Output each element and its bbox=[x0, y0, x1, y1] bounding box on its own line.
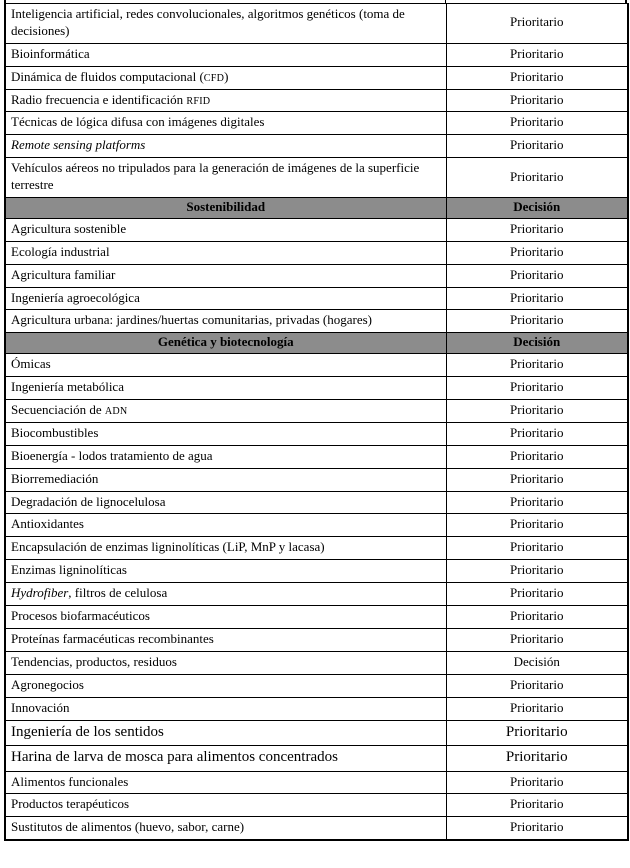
topic-row bbox=[5, 310, 628, 333]
status-value: Prioritario bbox=[446, 158, 628, 198]
topic-label: Proteínas farmacéuticas recombinantes bbox=[5, 628, 446, 651]
topic-row bbox=[5, 583, 628, 606]
topic-label: Agricultura urbana: jardines/huertas comunitarias, privadas (hogares) bbox=[5, 310, 446, 333]
topic-row bbox=[5, 606, 628, 629]
status-value: Prioritario bbox=[446, 583, 628, 606]
status-value: Prioritario bbox=[446, 218, 628, 241]
topic-label: Técnicas de lógica difusa con imágenes digitales bbox=[5, 112, 446, 135]
topic-row bbox=[5, 817, 628, 840]
status-value: Prioritario bbox=[446, 377, 628, 400]
status-value: Prioritario bbox=[446, 560, 628, 583]
topic-row bbox=[5, 4, 628, 44]
status-value: Prioritario bbox=[446, 354, 628, 377]
topic-label: Agricultura familiar bbox=[5, 264, 446, 287]
topic-row bbox=[5, 400, 628, 423]
topic-label: Biorremediación bbox=[5, 468, 446, 491]
topic-label: Agricultura sostenible bbox=[5, 218, 446, 241]
topic-label: Ingeniería agroecológica bbox=[5, 287, 446, 310]
topic-label: Dinámica de fluidos computacional (CFD) bbox=[5, 66, 446, 89]
topic-label: Degradación de lignocelulosa bbox=[5, 491, 446, 514]
topic-row bbox=[5, 158, 628, 198]
status-value: Prioritario bbox=[446, 112, 628, 135]
topic-row bbox=[5, 287, 628, 310]
status-value: Prioritario bbox=[446, 287, 628, 310]
status-value: Prioritario bbox=[446, 43, 628, 66]
topic-label: Bioinformática bbox=[5, 43, 446, 66]
topic-row bbox=[5, 651, 628, 674]
topic-label: Tendencias, productos, residuos bbox=[5, 651, 446, 674]
status-value: Prioritario bbox=[446, 89, 628, 112]
status-value: Prioritario bbox=[446, 514, 628, 537]
topic-row bbox=[5, 491, 628, 514]
topic-label: Ingeniería de los sentidos bbox=[5, 720, 446, 746]
section-title: Genética y biotecnología bbox=[5, 333, 446, 354]
status-value: Decisión bbox=[446, 333, 628, 354]
topic-row bbox=[5, 771, 628, 794]
topic-label: Radio frecuencia e identificación RFID bbox=[5, 89, 446, 112]
status-value: Prioritario bbox=[446, 720, 628, 746]
topic-label: Harina de larva de mosca para alimentos concentrados bbox=[5, 746, 446, 772]
status-value: Prioritario bbox=[446, 771, 628, 794]
status-value: Decisión bbox=[446, 651, 628, 674]
topic-row bbox=[5, 112, 628, 135]
section-header-row bbox=[5, 198, 628, 219]
status-value: Prioritario bbox=[446, 66, 628, 89]
table-body bbox=[5, 4, 628, 841]
status-value: Prioritario bbox=[446, 817, 628, 840]
status-value: Prioritario bbox=[446, 697, 628, 720]
topic-row bbox=[5, 66, 628, 89]
topic-row bbox=[5, 537, 628, 560]
topic-label: Inteligencia artificial, redes convolucionales, algoritmos genéticos (toma de decisiones) bbox=[5, 4, 446, 44]
topic-label: Productos terapéuticos bbox=[5, 794, 446, 817]
status-value: Prioritario bbox=[446, 310, 628, 333]
topic-label: Remote sensing platforms bbox=[5, 135, 446, 158]
topic-row bbox=[5, 241, 628, 264]
status-value: Prioritario bbox=[446, 628, 628, 651]
topic-row bbox=[5, 628, 628, 651]
topic-row bbox=[5, 720, 628, 746]
status-value: Prioritario bbox=[446, 264, 628, 287]
status-value: Prioritario bbox=[446, 400, 628, 423]
status-value: Prioritario bbox=[446, 4, 628, 44]
topic-label: Ecología industrial bbox=[5, 241, 446, 264]
topic-row bbox=[5, 514, 628, 537]
topic-row bbox=[5, 560, 628, 583]
topic-label: Encapsulación de enzimas ligninolíticas (LiP, MnP y lacasa) bbox=[5, 537, 446, 560]
topic-label: Antioxidantes bbox=[5, 514, 446, 537]
section-header-row bbox=[5, 333, 628, 354]
topic-row bbox=[5, 468, 628, 491]
topic-label: Agronegocios bbox=[5, 674, 446, 697]
topic-label: Innovación bbox=[5, 697, 446, 720]
status-value: Prioritario bbox=[446, 794, 628, 817]
topic-label: Biocombustibles bbox=[5, 422, 446, 445]
status-value: Prioritario bbox=[446, 491, 628, 514]
topic-row bbox=[5, 43, 628, 66]
topic-row bbox=[5, 89, 628, 112]
priorities-table bbox=[4, 3, 629, 841]
status-value: Prioritario bbox=[446, 422, 628, 445]
topic-label: Ingeniería metabólica bbox=[5, 377, 446, 400]
topic-label: Bioenergía - lodos tratamiento de agua bbox=[5, 445, 446, 468]
topic-label: Vehículos aéreos no tripulados para la generación de imágenes de la superficie terrestre bbox=[5, 158, 446, 198]
topic-row bbox=[5, 354, 628, 377]
topic-label: Enzimas ligninolíticas bbox=[5, 560, 446, 583]
status-value: Decisión bbox=[446, 198, 628, 219]
status-value: Prioritario bbox=[446, 746, 628, 772]
topic-row bbox=[5, 794, 628, 817]
topic-row bbox=[5, 264, 628, 287]
topic-row bbox=[5, 422, 628, 445]
status-value: Prioritario bbox=[446, 241, 628, 264]
topic-label: Secuenciación de ADN bbox=[5, 400, 446, 423]
topic-row bbox=[5, 445, 628, 468]
status-value: Prioritario bbox=[446, 445, 628, 468]
status-value: Prioritario bbox=[446, 606, 628, 629]
status-value: Prioritario bbox=[446, 135, 628, 158]
topic-label: Alimentos funcionales bbox=[5, 771, 446, 794]
status-value: Prioritario bbox=[446, 468, 628, 491]
status-value: Prioritario bbox=[446, 674, 628, 697]
topic-row bbox=[5, 697, 628, 720]
status-value: Prioritario bbox=[446, 537, 628, 560]
topic-row bbox=[5, 218, 628, 241]
topic-label: Hydrofiber, filtros de celulosa bbox=[5, 583, 446, 606]
topic-row bbox=[5, 135, 628, 158]
topic-label: Procesos biofarmacéuticos bbox=[5, 606, 446, 629]
topic-label: Ómicas bbox=[5, 354, 446, 377]
topic-row bbox=[5, 377, 628, 400]
topic-row bbox=[5, 746, 628, 772]
section-title: Sostenibilidad bbox=[5, 198, 446, 219]
topic-row bbox=[5, 674, 628, 697]
topic-label: Sustitutos de alimentos (huevo, sabor, carne) bbox=[5, 817, 446, 840]
